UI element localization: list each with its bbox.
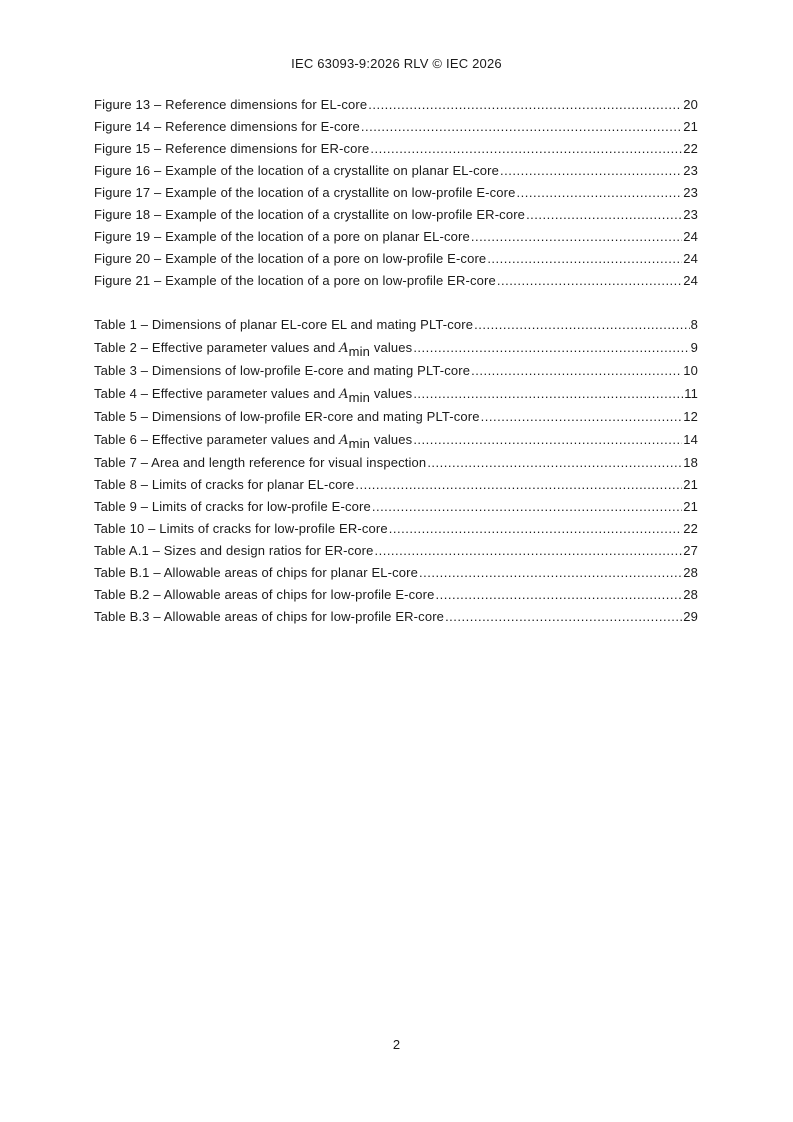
toc-dot-leader bbox=[471, 360, 682, 382]
toc-entry-page: 21 bbox=[683, 119, 698, 134]
toc-entry-title: Table B.3 – Allowable areas of chips for low-profile ER-core bbox=[94, 609, 445, 624]
toc-entry-page: 20 bbox=[683, 97, 698, 112]
toc-entry-table-4[interactable] bbox=[94, 382, 698, 406]
toc-entry-page: 12 bbox=[683, 409, 698, 424]
toc-entry-table-5[interactable] bbox=[94, 406, 698, 428]
toc-entry-page: 9 bbox=[690, 340, 698, 355]
toc-entry-figure-21[interactable] bbox=[94, 270, 698, 292]
toc-entry-page: 29 bbox=[683, 609, 698, 624]
toc-entry-table-2[interactable] bbox=[94, 336, 698, 360]
page-header: IEC 63093-9:2026 RLV © IEC 2026 bbox=[291, 56, 502, 71]
toc-dot-leader bbox=[372, 496, 682, 518]
toc-entry-title: Figure 14 – Reference dimensions for E-core bbox=[94, 119, 360, 134]
toc-entry-title: Table 3 – Dimensions of low-profile E-core and mating PLT-core bbox=[94, 363, 471, 378]
toc-title-prefix: Table 2 – Effective parameter values and bbox=[94, 340, 340, 355]
toc-entry-title: Table 8 – Limits of cracks for planar EL-core bbox=[94, 477, 355, 492]
toc-entry-title: Table 9 – Limits of cracks for low-profile E-core bbox=[94, 499, 371, 514]
toc-entry-figure-14[interactable] bbox=[94, 116, 698, 138]
toc-entry-figure-17[interactable] bbox=[94, 182, 698, 204]
toc-entry-title: Figure 15 – Reference dimensions for ER-core bbox=[94, 141, 370, 156]
toc-dot-leader bbox=[389, 518, 682, 540]
toc-dot-leader bbox=[413, 428, 682, 452]
toc-dot-leader bbox=[427, 452, 682, 474]
toc-entry-page: 28 bbox=[683, 587, 698, 602]
toc-entry-page: 11 bbox=[684, 386, 698, 401]
toc-entry-page: 14 bbox=[683, 432, 698, 447]
page-number: 2 bbox=[392, 1037, 401, 1052]
toc-entry-title: Figure 20 – Example of the location of a pore on low-profile E-core bbox=[94, 251, 487, 266]
toc-entry-page: 18 bbox=[683, 455, 698, 470]
a-min-subscript: min bbox=[348, 390, 371, 405]
toc-entry-title bbox=[94, 428, 412, 453]
toc-entry-title: Table 5 – Dimensions of low-profile ER-core and mating PLT-core bbox=[94, 409, 480, 424]
toc-dot-leader bbox=[487, 248, 682, 270]
toc-dot-leader bbox=[370, 138, 682, 160]
toc-entry-figure-13[interactable] bbox=[94, 94, 698, 116]
toc-entry-page: 24 bbox=[683, 229, 698, 244]
toc-entry-title: Figure 17 – Example of the location of a crystallite on low-profile E-core bbox=[94, 185, 516, 200]
toc-dot-leader bbox=[355, 474, 682, 496]
toc-entry-table-3[interactable] bbox=[94, 360, 698, 382]
toc-entry-page: 10 bbox=[683, 363, 698, 378]
toc-dot-leader bbox=[526, 204, 682, 226]
list-of-tables bbox=[94, 314, 698, 628]
toc-entry-page: 28 bbox=[683, 565, 698, 580]
toc-dot-leader bbox=[413, 382, 683, 406]
toc-entry-table-6[interactable] bbox=[94, 428, 698, 452]
toc-dot-leader bbox=[368, 94, 682, 116]
toc-dot-leader bbox=[474, 314, 689, 336]
toc-entry-page: 21 bbox=[683, 477, 698, 492]
toc-entry-page: 24 bbox=[683, 273, 698, 288]
toc-entry-page: 23 bbox=[683, 207, 698, 222]
toc-entry-title: Table 10 – Limits of cracks for low-profile ER-core bbox=[94, 521, 388, 536]
toc-entry-figure-15[interactable] bbox=[94, 138, 698, 160]
toc-entry-title bbox=[94, 382, 412, 407]
toc-entry-figure-18[interactable] bbox=[94, 204, 698, 226]
toc-dot-leader bbox=[361, 116, 682, 138]
toc-dot-leader bbox=[497, 270, 682, 292]
toc-entry-table-b3[interactable] bbox=[94, 606, 698, 628]
toc-entry-title: Table B.1 – Allowable areas of chips for planar EL-core bbox=[94, 565, 419, 580]
toc-entry-table-10[interactable] bbox=[94, 518, 698, 540]
a-min-symbol: A bbox=[339, 433, 349, 448]
toc-entry-title: Table B.2 – Allowable areas of chips for low-profile E-core bbox=[94, 587, 435, 602]
toc-entry-title: Table 1 – Dimensions of planar EL-core EL and mating PLT-core bbox=[94, 317, 474, 332]
toc-entry-figure-20[interactable] bbox=[94, 248, 698, 270]
toc-entry-title bbox=[94, 336, 412, 361]
toc-entry-table-9[interactable] bbox=[94, 496, 698, 518]
toc-dot-leader bbox=[500, 160, 682, 182]
toc-entry-title: Table A.1 – Sizes and design ratios for ER-core bbox=[94, 543, 374, 558]
toc-entry-figure-16[interactable] bbox=[94, 160, 698, 182]
toc-dot-leader bbox=[419, 562, 682, 584]
toc-entry-page: 23 bbox=[683, 185, 698, 200]
toc-dot-leader bbox=[445, 606, 682, 628]
toc-entry-title: Figure 16 – Example of the location of a crystallite on planar EL-core bbox=[94, 163, 500, 178]
toc-entry-title: Figure 21 – Example of the location of a pore on low-profile ER-core bbox=[94, 273, 496, 288]
toc-dot-leader bbox=[481, 406, 683, 428]
toc-entry-table-1[interactable] bbox=[94, 314, 698, 336]
toc-dot-leader bbox=[517, 182, 683, 204]
toc-dot-leader bbox=[374, 540, 682, 562]
toc-entry-page: 22 bbox=[683, 521, 698, 536]
toc-entry-title: Table 7 – Area and length reference for visual inspection bbox=[94, 455, 427, 470]
a-min-symbol: A bbox=[339, 341, 349, 356]
toc-title-prefix: Table 6 – Effective parameter values and bbox=[94, 432, 340, 447]
toc-title-suffix: values bbox=[370, 386, 413, 401]
toc-dot-leader bbox=[413, 336, 689, 360]
toc-title-suffix: values bbox=[370, 340, 413, 355]
toc-entry-page: 27 bbox=[683, 543, 698, 558]
a-min-symbol: A bbox=[339, 387, 349, 402]
toc-entry-page: 24 bbox=[683, 251, 698, 266]
toc-dot-leader bbox=[436, 584, 683, 606]
toc-title-suffix: values bbox=[370, 432, 413, 447]
toc-dot-leader bbox=[471, 226, 682, 248]
toc-entry-table-8[interactable] bbox=[94, 474, 698, 496]
toc-entry-figure-19[interactable] bbox=[94, 226, 698, 248]
toc-title-prefix: Table 4 – Effective parameter values and bbox=[94, 386, 340, 401]
toc-entry-title: Figure 19 – Example of the location of a pore on planar EL-core bbox=[94, 229, 470, 244]
toc-entry-table-a1[interactable] bbox=[94, 540, 698, 562]
toc-entry-page: 8 bbox=[690, 317, 698, 332]
toc-entry-page: 22 bbox=[683, 141, 698, 156]
toc-entry-table-b1[interactable] bbox=[94, 562, 698, 584]
toc-entry-page: 21 bbox=[683, 499, 698, 514]
toc-entry-table-b2[interactable] bbox=[94, 584, 698, 606]
toc-entry-page: 23 bbox=[683, 163, 698, 178]
toc-entry-title: Figure 13 – Reference dimensions for EL-core bbox=[94, 97, 368, 112]
toc-entry-title: Figure 18 – Example of the location of a crystallite on low-profile ER-core bbox=[94, 207, 526, 222]
toc-entry-table-7[interactable] bbox=[94, 452, 698, 474]
a-min-subscript: min bbox=[348, 344, 371, 359]
a-min-subscript: min bbox=[348, 436, 371, 451]
list-of-figures bbox=[94, 94, 698, 292]
